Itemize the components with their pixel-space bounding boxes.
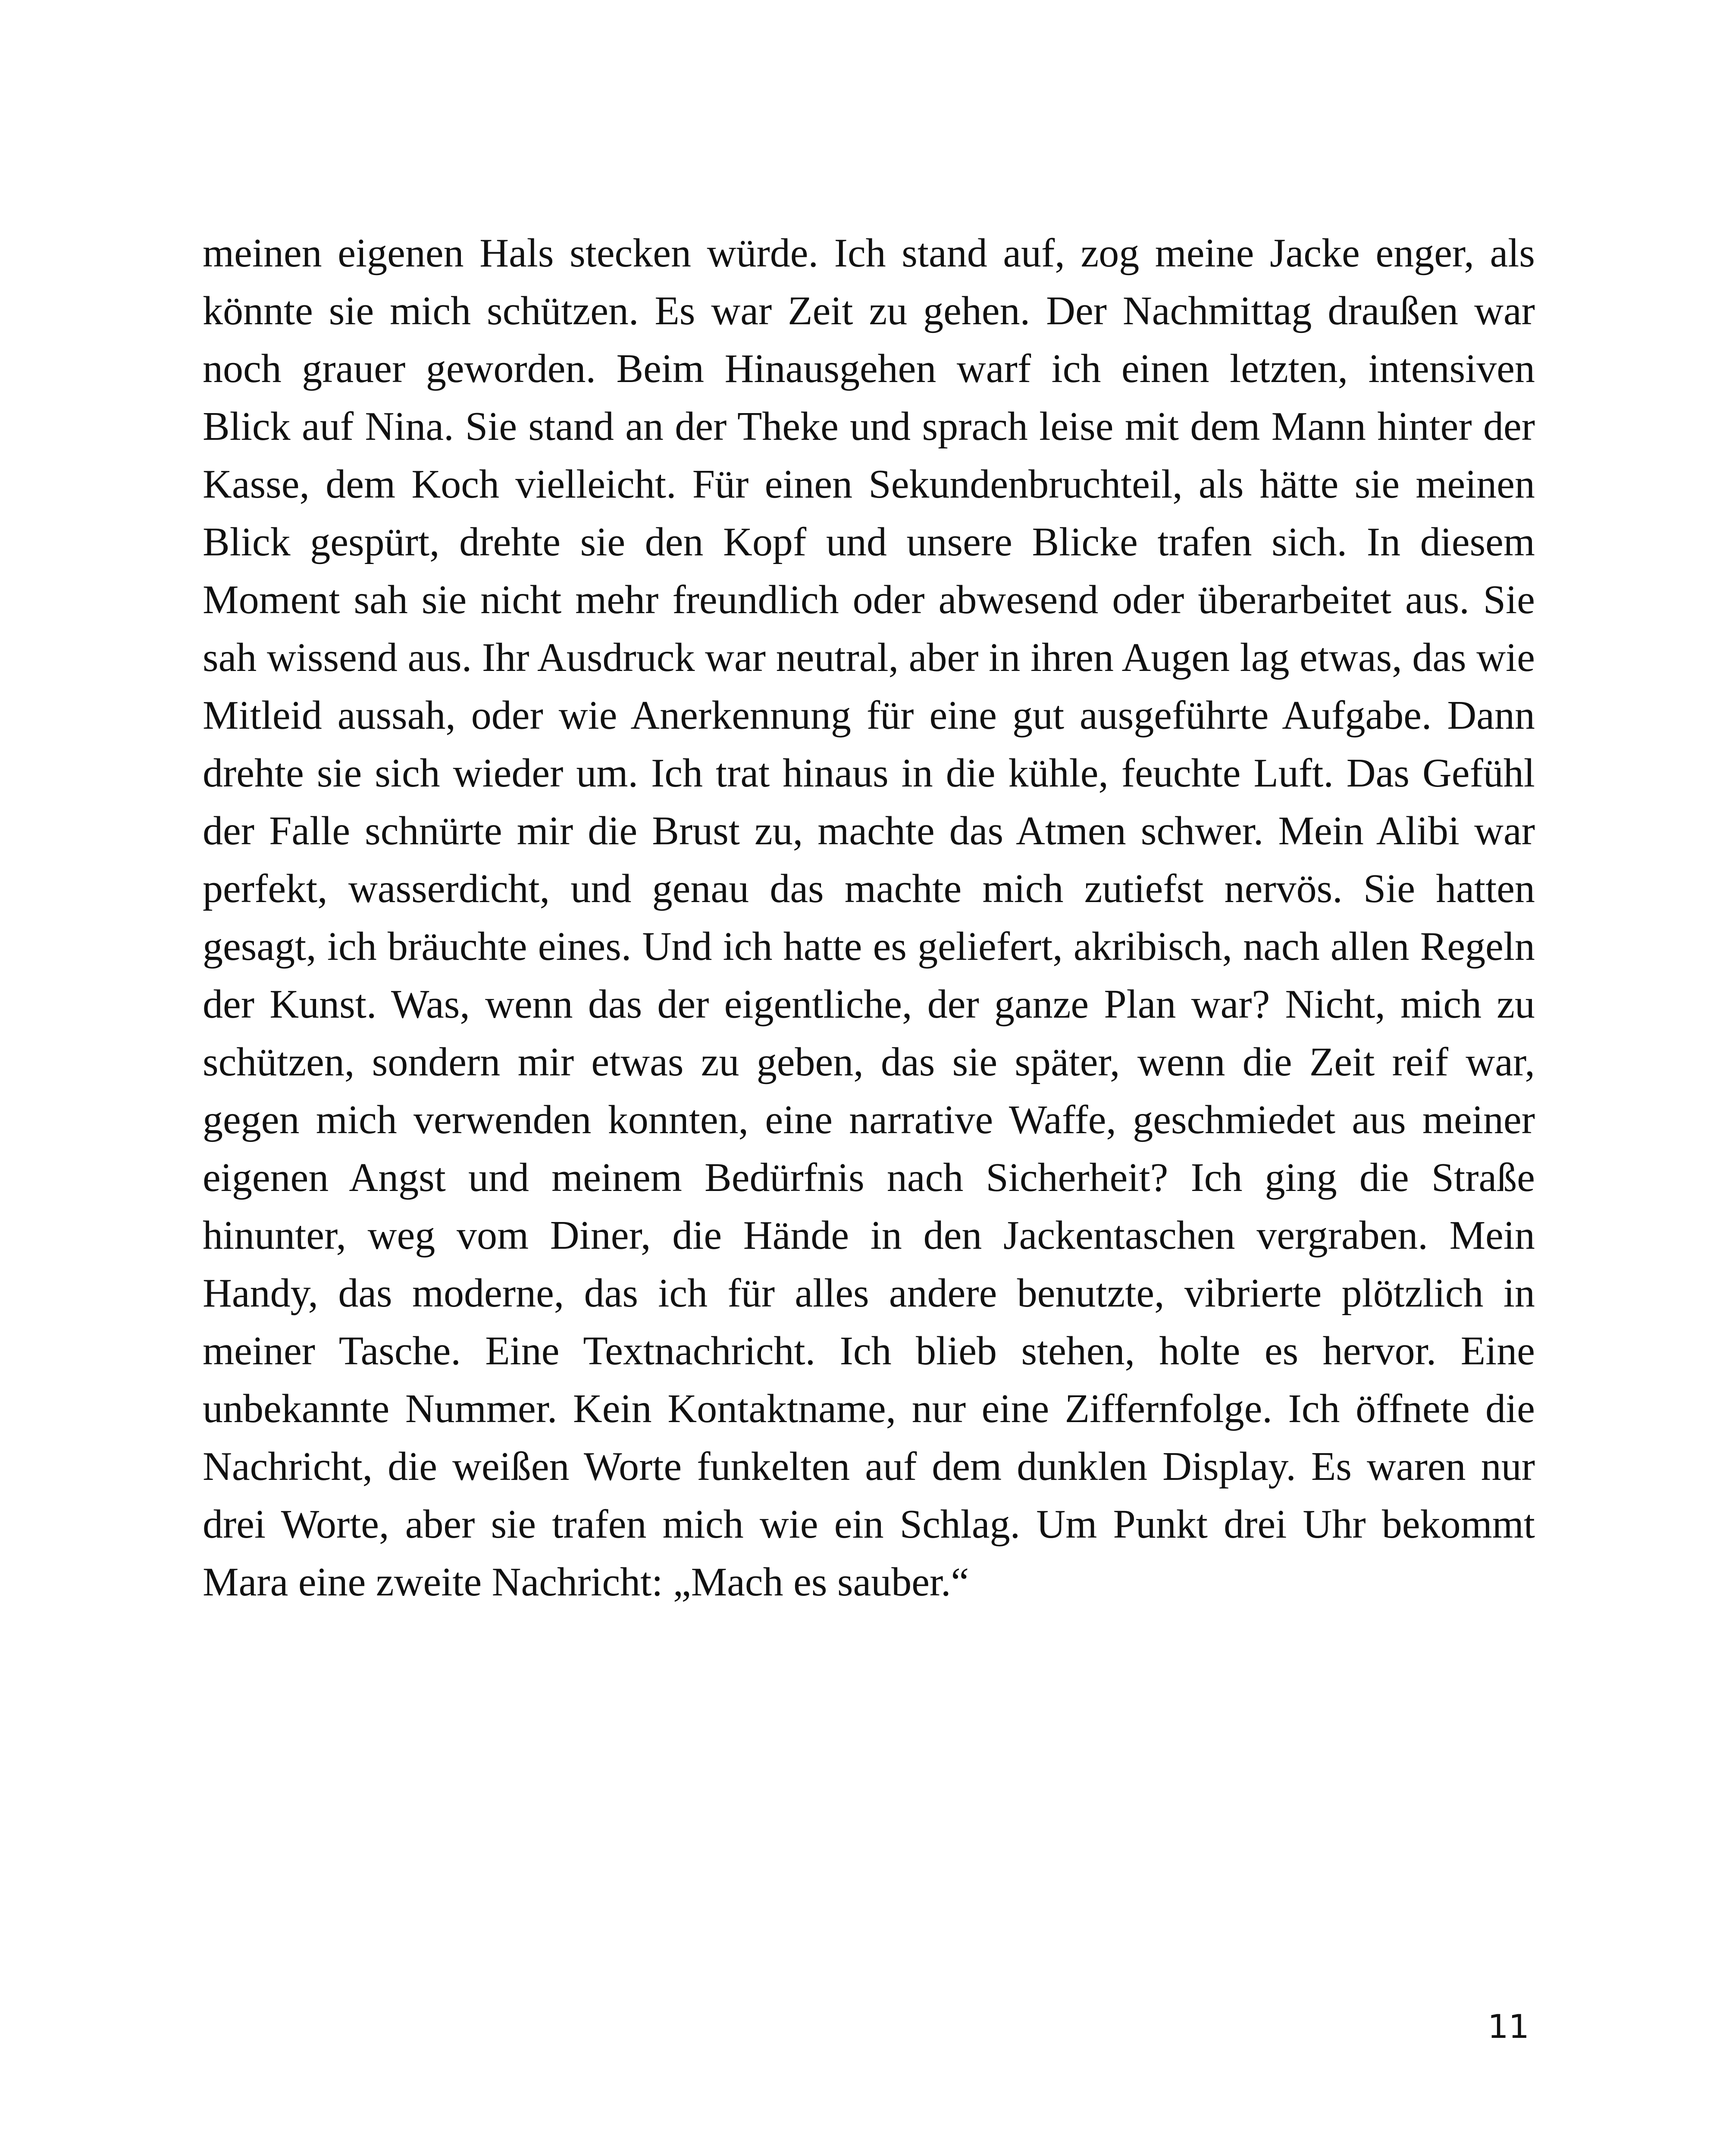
- body-paragraph: meinen eigenen Hals stecken würde. Ich stand auf, zog meine Jacke enger, als könnte sie mich schützen. Es war Zeit zu gehen. Der Nachmittag draußen war noch grauer geworden. Beim Hinausgehen warf ich einen letzten, intensiven Blick auf Nina. Sie stand an der Theke und sprach leise mit dem Mann hinter der Kasse, dem Koch vielleicht. Für einen Sekundenbruchteil, als hätte sie meinen Blick gespürt, drehte sie den Kopf und unsere Blicke trafen sich. In diesem Moment sah sie nicht mehr freundlich oder abwesend oder überarbeitet aus. Sie sah wissend aus. Ihr Ausdruck war neutral, aber in ihren Augen lag etwas, das wie Mitleid aussah, oder wie Anerkennung für eine gut ausgeführte Aufgabe. Dann drehte sie sich wieder um. Ich trat hinaus in die kühle, feuchte Luft. Das Gefühl der Falle schnürte mir die Brust zu, machte das Atmen schwer. Mein Alibi war perfekt, wasserdicht, und genau das machte mich zutiefst nervös. Sie hatten gesagt, ich bräuchte eines. Und ich hatte es geliefert, akribisch, nach allen Regeln der Kunst. Was, wenn das der eigentliche, der ganze Plan war? Nicht, mich zu schützen, sondern mir etwas zu geben, das sie später, wenn die Zeit reif war, gegen mich verwenden konnten, eine narrative Waffe, geschmiedet aus meiner eigenen Angst und meinem Bedürfnis nach Sicherheit? Ich ging die Straße hinunter, weg vom Diner, die Hände in den Jackentaschen vergraben. Mein Handy, das moderne, das ich für alles andere benutzte, vibrierte plötzlich in meiner Tasche. Eine Textnachricht. Ich blieb stehen, holte es hervor. Eine unbekannte Nummer. Kein Kontaktname, nur eine Ziffernfolge. Ich öffnete die Nachricht, die weißen Worte funkelten auf dem dunklen Display. Es waren nur drei Worte, aber sie trafen mich wie ein Schlag. Um Punkt drei Uhr bekommt Mara eine zweite Nachricht: „Mach es sauber.“: [203, 231, 1535, 1604]
- page-number: 11: [1488, 2007, 1529, 2046]
